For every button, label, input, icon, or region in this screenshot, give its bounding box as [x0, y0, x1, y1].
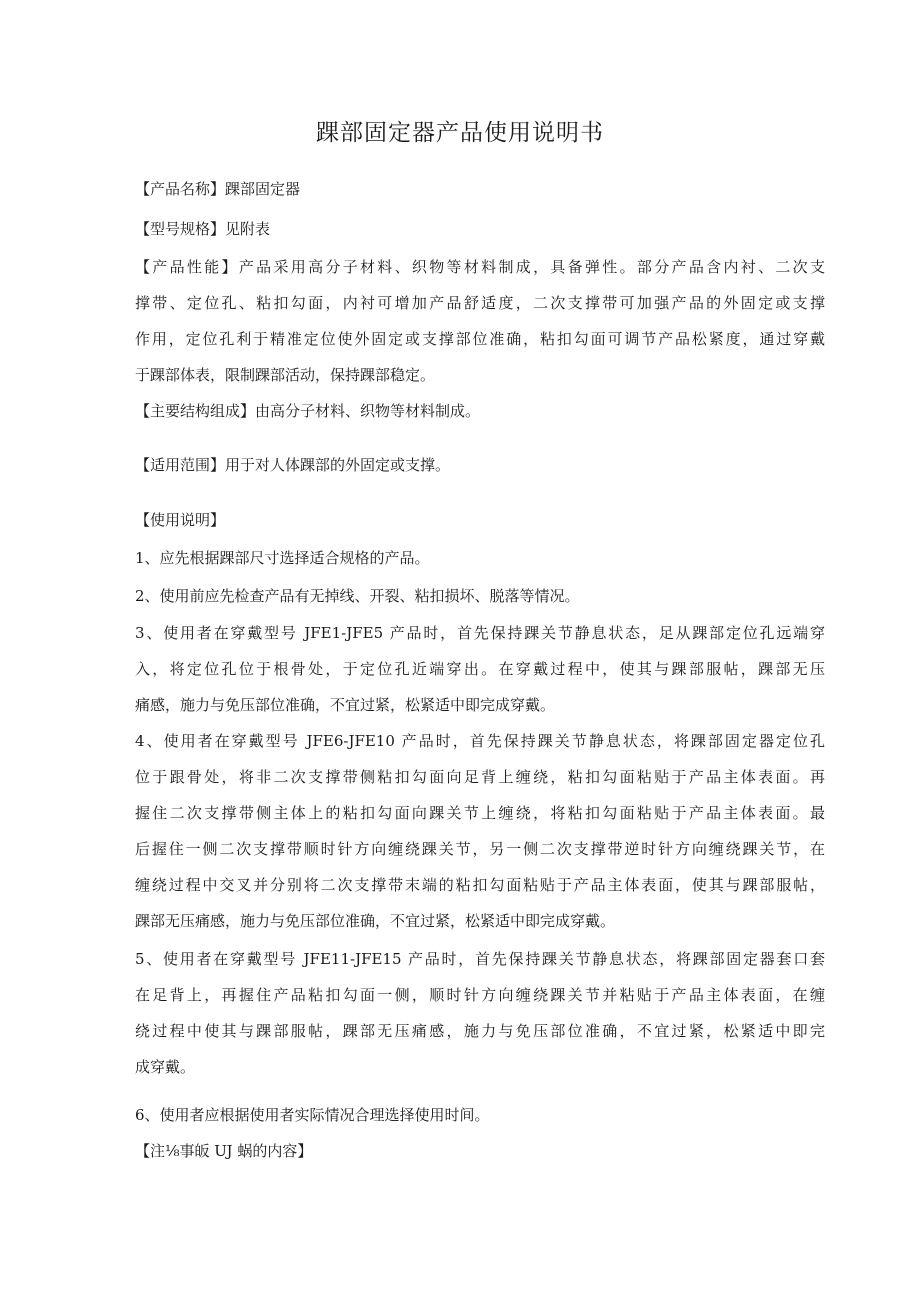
text-line: 作用，定位孔利于精准定位使外固定或支撑部位准确，粘扣勾面可调节产品松紧度，通过穿戴 — [135, 330, 825, 348]
section-heading: 【使用说明】 — [135, 511, 226, 529]
text-line: 5、使用者在穿戴型号 JFE11-JFE15 产品时，首先保持踝关节静息状态，将踝部固定器套口套 — [135, 950, 825, 968]
text-line: 【产品名称】踝部固定器 — [135, 180, 301, 198]
text-line: 【型号规格】见附表 — [135, 220, 271, 238]
text-line: 2、使用前应先检查产品有无掉线、开裂、粘扣损坏、脱落等情况。 — [135, 587, 580, 605]
text-line: 成穿戴。 — [135, 1058, 196, 1076]
text-line: 握住二次支撑带侧主体上的粘扣勾面向踝关节上缠绕，将粘扣勾面粘贴于产品主体表面。最 — [135, 804, 825, 822]
text-line: 踝部无压痛感，施力与免压部位准确，不宜过紧，松紧适中即完成穿戴。 — [135, 912, 616, 930]
text-line: 【产品性能】产品采用高分子材料、织物等材料制成，具备弹性。部分产品含内衬、二次支 — [135, 258, 825, 276]
text-line: 4、使用者在穿戴型号 JFE6-JFE10 产品时，首先保持踝关节静息状态，将踝部固定器定位孔 — [135, 732, 825, 750]
text-line: 入，将定位孔位于根骨处，于定位孔近端穿出。在穿戴过程中，使其与踝部服帖，踝部无压 — [135, 660, 825, 678]
text-line: 1、应先根据踝部尺寸选择适合规格的产品。 — [135, 549, 430, 567]
section-heading: 【注⅛事皈 UJ 蜗的内容】 — [135, 1142, 313, 1160]
text-line: 位于跟骨处，将非二次支撑带侧粘扣勾面向足背上缠绕，粘扣勾面粘贴于产品主体表面。再 — [135, 768, 825, 786]
text-line: 【适用范围】用于对人体踝部的外固定或支撑。 — [135, 456, 451, 474]
text-line: 【主要结构组成】由高分子材料、织物等材料制成。 — [135, 402, 481, 420]
text-line: 在足背上，再握住产品粘扣勾面一侧，顺时针方向缠绕踝关节并粘贴于产品主体表面，在缠 — [135, 986, 825, 1004]
text-line: 绕过程中使其与踝部服帖，踝部无压痛感，施力与免压部位准确，不宜过紧，松紧适中即完 — [135, 1022, 825, 1040]
text-line: 于踝部体表，限制踝部活动，保持踝部稳定。 — [135, 366, 436, 384]
text-line: 缠绕过程中交叉并分别将二次支撑带末端的粘扣勾面粘贴于产品主体表面，使其与踝部服帖， — [135, 876, 825, 894]
text-line: 3、使用者在穿戴型号 JFE1-JFE5 产品时，首先保持踝关节静息状态，足从踝部定位孔远端穿 — [135, 624, 825, 642]
text-line: 撑带、定位孔、粘扣勾面，内衬可增加产品舒适度，二次支撑带可加强产品的外固定或支撑 — [135, 294, 825, 312]
text-line: 6、使用者应根据使用者实际情况合理选择使用时间。 — [135, 1106, 490, 1124]
text-line: 后握住一侧二次支撑带顺时针方向缠绕踝关节，另一侧二次支撑带逆时针方向缠绕踝关节，在 — [135, 840, 825, 858]
document-title: 踝部固定器产品使用说明书 — [316, 120, 604, 146]
text-line: 痛感，施力与免压部位准确，不宜过紧，松紧适中即完成穿戴。 — [135, 696, 556, 714]
